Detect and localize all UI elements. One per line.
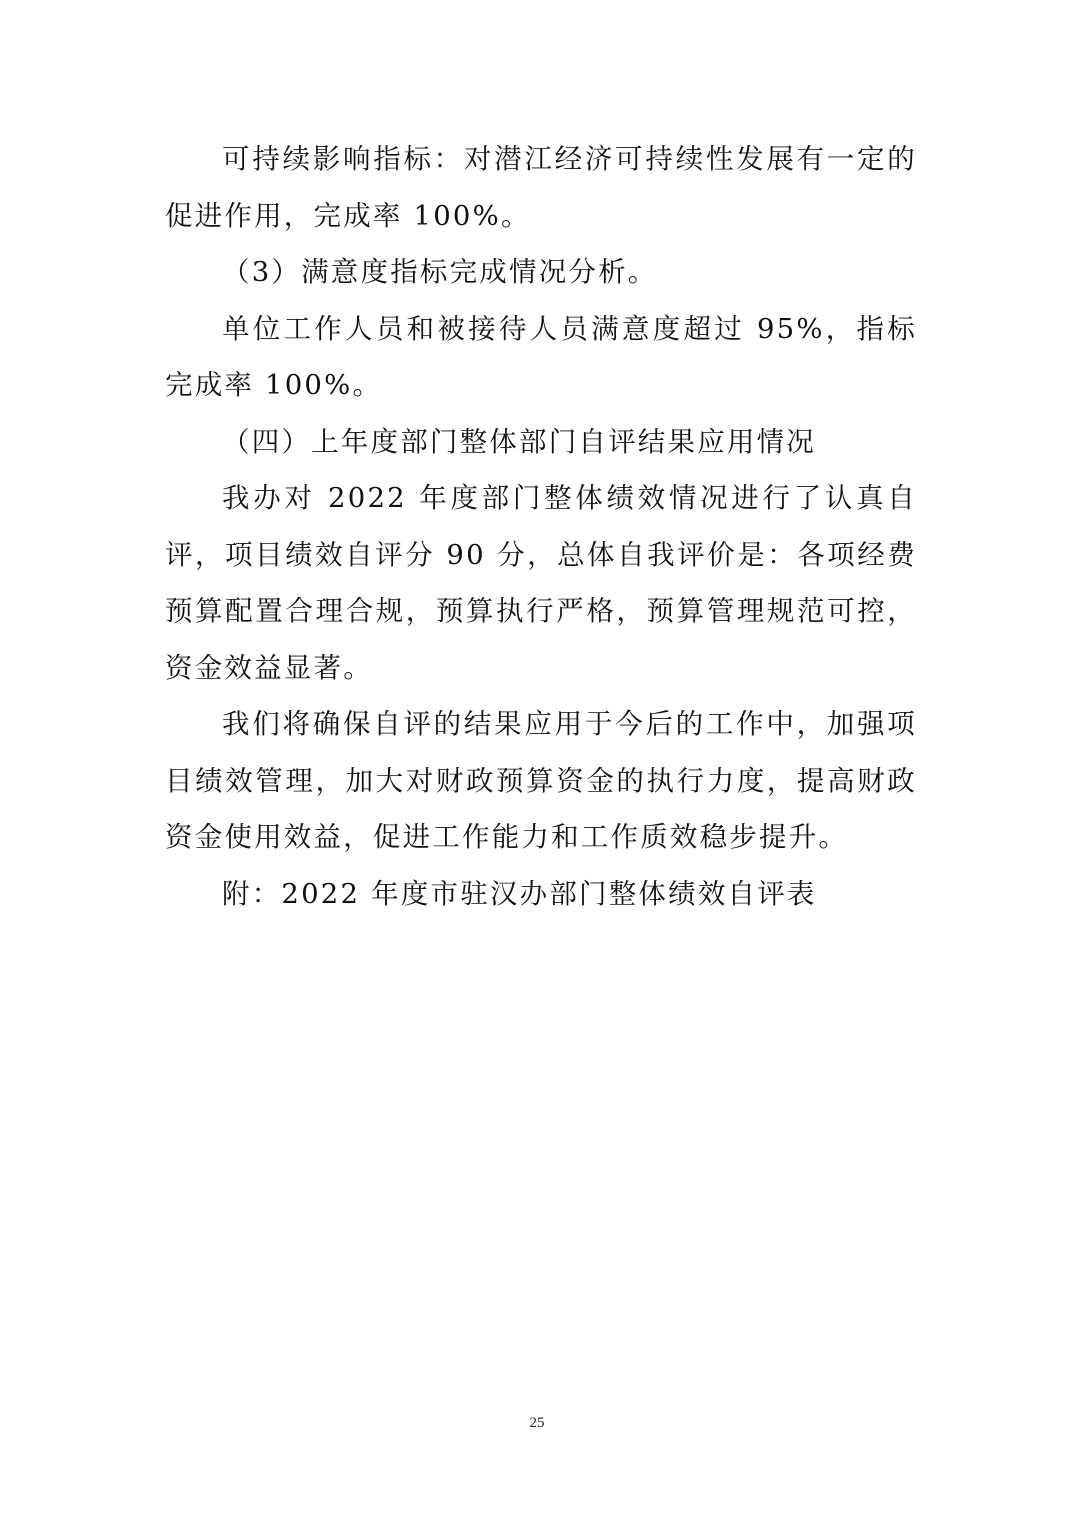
subheading-satisfaction-analysis: （3）满意度指标完成情况分析。 [222, 256, 658, 288]
paragraph-satisfaction-result: 单位工作人员和被接待人员满意度超过 95%，指标完成率 100%。 [165, 312, 917, 401]
paragraph-self-evaluation: 我办对 2022 年度部门整体绩效情况进行了认真自评，项目绩效自评分 90 分，总体自我评价是：各项经费预算配置合理合规，预算执行严格，预算管理规范可控，资金效益显著。 [165, 482, 917, 684]
paragraph-result-application: 我们将确保自评的结果应用于今后的工作中，加强项目绩效管理，加大对财政预算资金的执行力度，提高财政资金使用效益，促进工作能力和工作质效稳步提升。 [165, 708, 917, 853]
paragraph-attachment: 附：2022 年度市驻汉办部门整体绩效自评表 [222, 877, 817, 910]
paragraph-sustainability-indicator: 可持续影响指标：对潜江经济可持续性发展有一定的促进作用，完成率 100%。 [165, 143, 917, 232]
page-number: 25 [529, 1415, 545, 1431]
document-body [165, 131, 917, 922]
section-heading-self-evaluation-application: （四）上年度部门整体部门自评结果应用情况 [222, 425, 816, 458]
